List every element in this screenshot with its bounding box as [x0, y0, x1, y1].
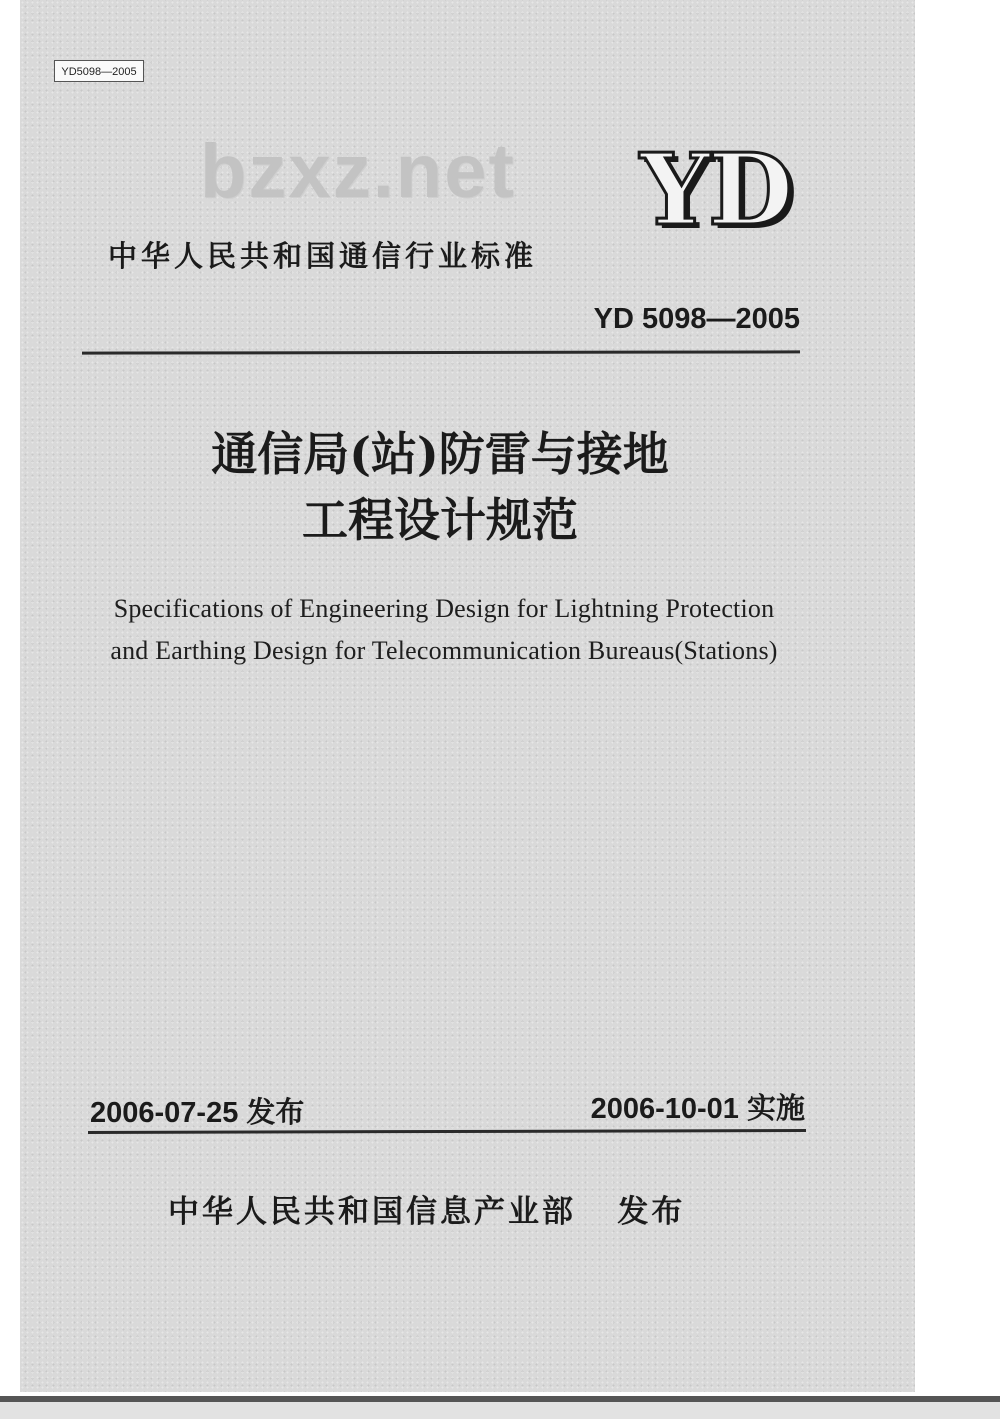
bottom-scrollbar-strip: [0, 1396, 1000, 1419]
title-cn-line1: 通信局(站)防雷与接地: [211, 427, 669, 481]
standard-number: YD 5098—2005: [593, 303, 800, 335]
title-en-line2: and Earthing Design for Telecommunication Bureaus(Stations): [110, 636, 778, 665]
effective-date: 2006-10-01 实施: [590, 1093, 805, 1125]
document-id-label: YD5098—2005: [54, 60, 144, 82]
publisher-name: 中华人民共和国信息产业部: [168, 1194, 576, 1230]
standard-category: 中华人民共和国通信行业标准: [108, 239, 538, 273]
watermark: bzxz.net: [200, 129, 516, 214]
title-cn-line2: 工程设计规范: [302, 493, 578, 547]
title-en-line1: Specifications of Engineering Design for Lightning Protection: [113, 594, 775, 623]
issue-date: 2006-07-25 发布: [90, 1097, 305, 1129]
publisher-line: [168, 1186, 685, 1231]
yd-logo: YD: [640, 133, 791, 248]
publisher-action: 发布: [617, 1194, 686, 1230]
